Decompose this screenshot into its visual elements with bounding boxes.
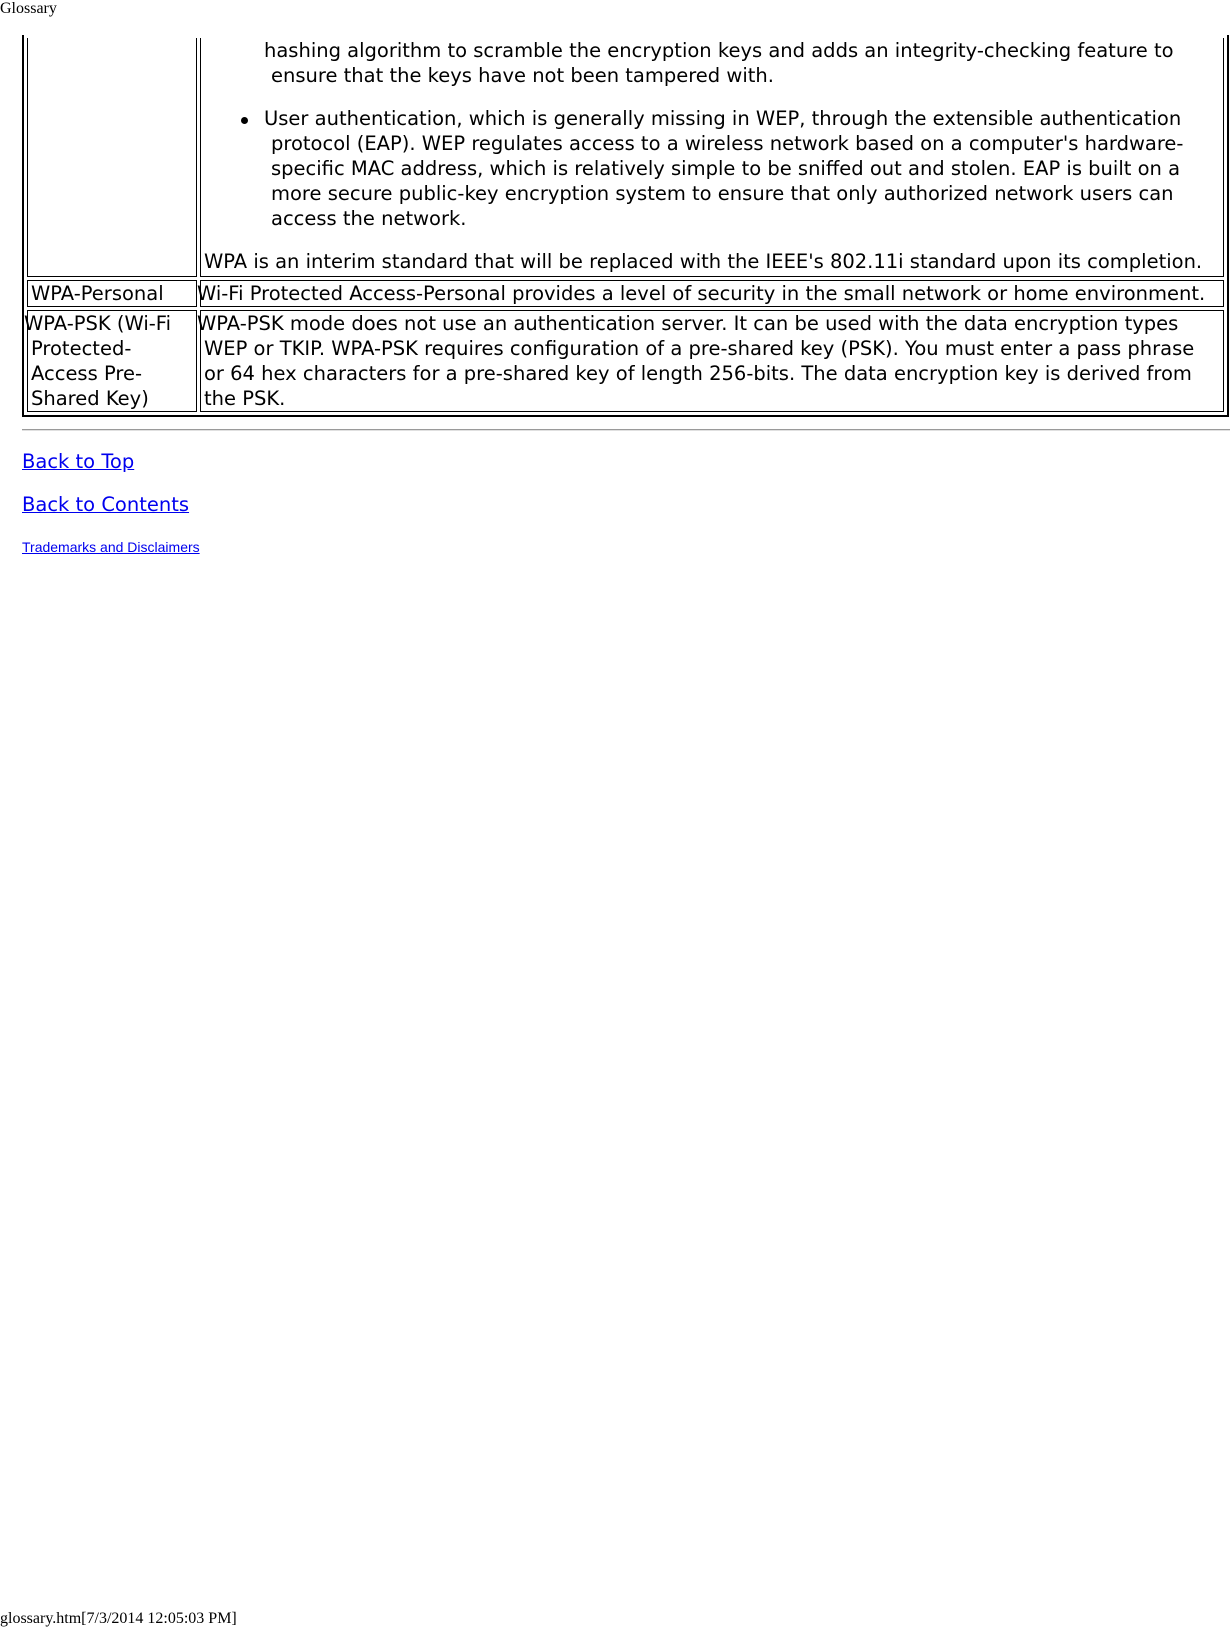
definition-cell: WPA-PSK mode does not use an authentication server. It can be used with the data encryption types WEP or TKIP. WPA-PSK requires configuration of a pre-shared key (PSK). You must enter a pass phrase or 64 hex characters for a pre-shared key of length 256-bits. The data encryption key is derived from the PSK. [200, 310, 1224, 412]
bullet-icon [241, 117, 248, 124]
definition-paragraph: WPA is an interim standard that will be replaced with the IEEE's 802.11i standard upon its completion. [204, 250, 1203, 273]
glossary-table [22, 35, 1229, 417]
table-row [27, 280, 1224, 307]
definition-cell: Wi-Fi Protected Access-Personal provides a level of security in the small network or home environment. [200, 280, 1224, 307]
back-to-top-link[interactable]: Back to Top [22, 450, 135, 473]
definition-cell [200, 38, 1224, 277]
term-cell [27, 38, 197, 277]
list-item [204, 106, 1220, 249]
print-footer-source: glossary.htm[7/3/2014 12:05:03 PM] [0, 1610, 237, 1627]
print-header-title: Glossary [0, 0, 57, 17]
feature-list [204, 38, 1220, 249]
list-item-continuation: hashing algorithm to scramble the encryption keys and adds an integrity-checking feature to ensure that the keys have not been tampered with. [264, 39, 1174, 87]
trademarks-link[interactable]: Trademarks and Disclaimers [22, 539, 200, 555]
term-cell: WPA-PSK (Wi-Fi Protected-Access Pre-Shared Key) [27, 310, 197, 412]
horizontal-rule [22, 429, 1230, 431]
list-item-text: User authentication, which is generally missing in WEP, through the extensible authentication protocol (EAP). WEP regulates access to a wireless network based on a computer's hardware-specific MAC address, which is relatively simple to be sniffed out and stolen. EAP is built on a more secure public-key encryption system to ensure that only authorized network users can access the network. [264, 107, 1184, 230]
back-to-contents-link[interactable]: Back to Contents [22, 493, 190, 516]
table-row [27, 310, 1224, 412]
term-cell: WPA-Personal [27, 280, 197, 307]
page-content [22, 38, 1230, 555]
table-row [27, 38, 1224, 277]
